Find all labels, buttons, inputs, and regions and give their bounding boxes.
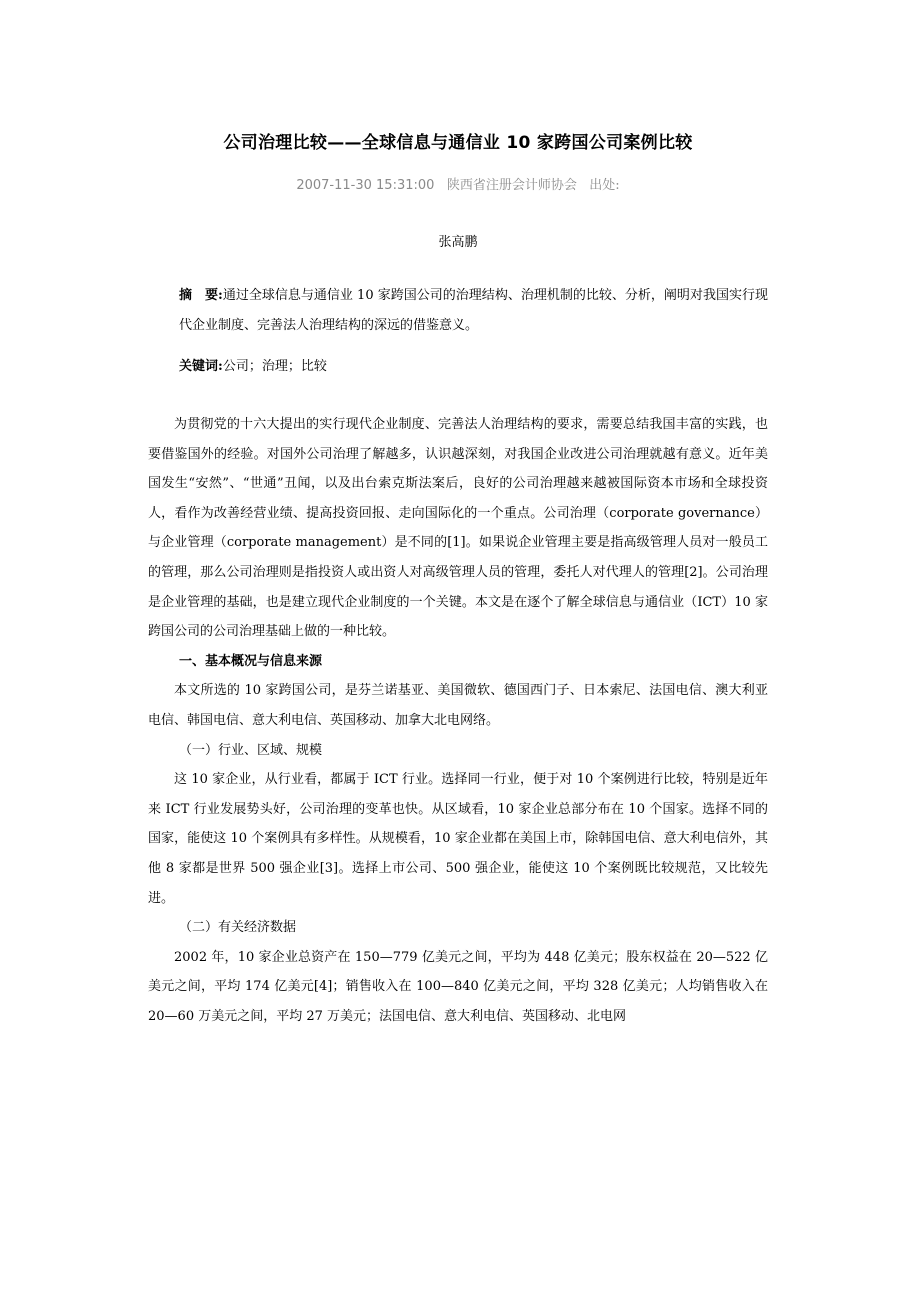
intro-paragraph: 为贯彻党的十六大提出的实行现代企业制度、完善法人治理结构的要求，需要总结我国丰富的实践，也要借鉴国外的经验。对国外公司治理了解越多，认识越深刻，对我国企业改进公司治理就越有意义。近年美国发生“安然”、“世通”丑闻，以及出台索克斯法案后，良好的公司治理越来越被国际资本市场和全球投资人，看作为改善经营业绩、提高投资回报、走向国际化的一个重点。公司治理（corporate governance）与企业管理（corporate management）是不同的[1]。如果说企业管理主要是指高级管理人员对一般员工的管理，那么公司治理则是指投资人或出资人对高级管理人员的管理，委托人对代理人的管理[2]。公司治理是企业管理的基础，也是建立现代企业制度的一个关键。本文是在逐个了解全球信息与通信业（ICT）10 家跨国公司的公司治理基础上做的一种比较。	[148, 417, 768, 640]
article-datetime: 2007-11-30 15:31:00	[296, 178, 435, 193]
abstract-text: 通过全球信息与通信业 10 家跨国公司的治理结构、治理机制的比较、分析，阐明对我国实行现代企业制度、完善法人治理结构的深远的借鉴意义。	[179, 288, 768, 333]
keywords-block	[148, 352, 768, 382]
sub2-heading: （二）有关经济数据	[179, 920, 297, 936]
abstract-label: 摘 要:	[179, 288, 223, 303]
article-title: 公司治理比较——全球信息与通信业 10 家跨国公司案例比较	[223, 133, 693, 153]
article-publisher: 陕西省注册会计师协会	[446, 178, 577, 193]
keywords-text: 公司；治理；比较	[222, 359, 327, 374]
article-body	[148, 410, 768, 1031]
keywords-label: 关键词:	[179, 359, 223, 374]
article-source-label: 出处:	[589, 178, 620, 193]
sub1-heading: （一）行业、区域、规模	[179, 742, 323, 758]
sub1-paragraph: 这 10 家企业，从行业看，都属于 ICT 行业。选择同一行业，便于对 10 个案例进行比较，特别是近年来 ICT 行业发展势头好，公司治理的变革也快。从区域看，10 家企业总部分布在 10 个国家。选择不同的国家，能使这 10 个案例具有多样性。从规模看，10 家企业都在美国上市，除韩国电信、意大利电信外，其他 8 家都是世界 500 强企业[3]。选择上市公司、500 强企业，能使这 10 个案例既比较规范，又比较先进。	[148, 772, 768, 906]
article-author: 张高鹏	[438, 235, 478, 250]
article-meta	[148, 174, 768, 193]
section1-paragraph: 本文所选的 10 家跨国公司，是芬兰诺基亚、美国微软、德国西门子、日本索尼、法国电信、澳大利亚电信、韩国电信、意大利电信、英国移动、加拿大北电网络。	[148, 683, 768, 728]
section1-heading: 一、基本概况与信息来源	[179, 653, 323, 669]
abstract-block	[148, 281, 768, 340]
sub2-paragraph: 2002 年，10 家企业总资产在 150—779 亿美元之间，平均为 448 亿美元；股东权益在 20—522 亿美元之间，平均 174 亿美元[4]；销售收入在 100—840 亿美元之间，平均 328 亿美元；人均销售收入在 20—60 万美元之间，平均 27 万美元；法国电信、意大利电信、英国移动、北电网	[148, 949, 768, 1024]
